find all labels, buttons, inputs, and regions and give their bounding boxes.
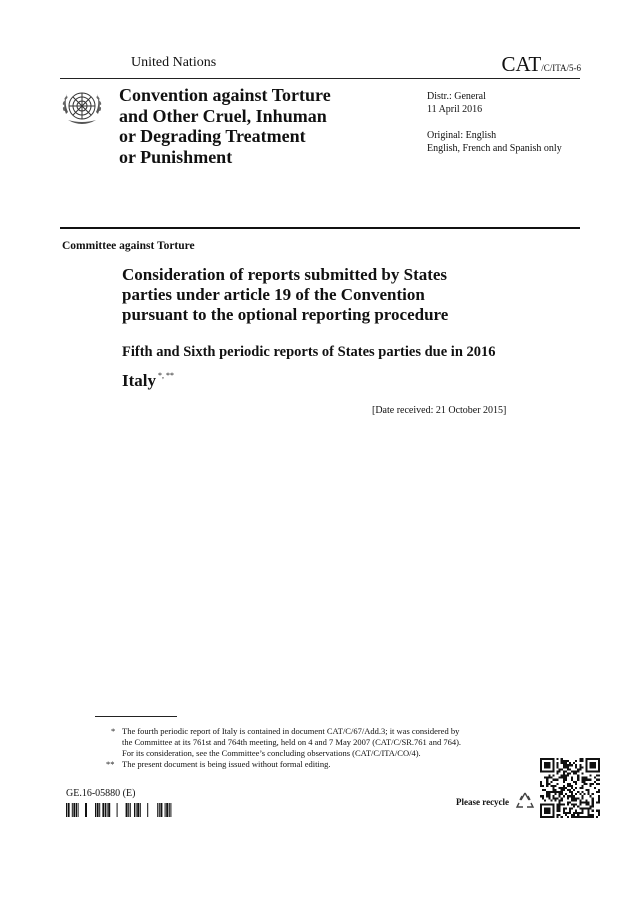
barcode-icon xyxy=(66,803,176,817)
footnote-1-line: the Committee at its 761st and 764th meeting, held on 4 and 7 May 2007 (CAT/C/SR.761 and 764). xyxy=(122,737,462,747)
footnote-1-line: The fourth periodic report of Italy is contained in document CAT/C/67/Add.3; it was considered by xyxy=(122,726,460,736)
footnote-markers: *, ** xyxy=(158,371,174,380)
un-emblem-icon xyxy=(58,84,106,132)
qr-code-icon xyxy=(540,758,600,818)
convention-title xyxy=(119,85,389,167)
committee-name: Committee against Torture xyxy=(62,240,195,252)
symbol-sub: /C/ITA/5-6 xyxy=(541,63,581,73)
country-heading xyxy=(122,371,174,391)
sub-heading: Fifth and Sixth periodic reports of States parties due in 2016 xyxy=(122,344,496,360)
document-symbol xyxy=(502,52,581,77)
country-name: Italy xyxy=(122,371,156,390)
footnote-2: The present document is being issued without formal editing. xyxy=(122,759,331,769)
footnote-2-marker: ** xyxy=(106,759,115,769)
recycle-icon xyxy=(514,790,536,812)
convention-title-line: or Degrading Treatment xyxy=(119,126,306,146)
original-language: Original: English xyxy=(427,130,497,141)
footnote-1 xyxy=(122,726,522,759)
convention-title-line: Convention against Torture xyxy=(119,85,331,105)
symbol-main: CAT xyxy=(501,52,542,76)
distribution-status: Distr.: General xyxy=(427,91,486,102)
main-heading-line: pursuant to the optional reporting procedure xyxy=(122,305,449,324)
header-rule xyxy=(60,78,580,79)
footnote-rule xyxy=(95,716,177,717)
footnote-1-marker: * xyxy=(111,726,116,736)
convention-title-line: and Other Cruel, Inhuman xyxy=(119,105,327,126)
available-languages: English, French and Spanish only xyxy=(427,143,562,154)
distribution-block xyxy=(427,90,486,116)
language-block xyxy=(427,129,562,155)
footnote-1-line: For its consideration, see the Committee’s concluding observations (CAT/C/ITA/CO/4). xyxy=(122,748,421,758)
title-rule xyxy=(60,227,580,229)
date-received: [Date received: 21 October 2015] xyxy=(372,405,507,416)
document-code: GE.16-05880 (E) xyxy=(66,788,136,799)
please-recycle-text: Please recycle xyxy=(456,797,510,807)
convention-title-line: or Punishment xyxy=(119,146,233,167)
main-heading xyxy=(122,265,542,325)
organization-name: United Nations xyxy=(131,55,217,70)
main-heading-line: parties under article 19 of the Convention xyxy=(122,285,425,304)
main-heading-line: Consideration of reports submitted by States xyxy=(122,265,448,284)
distribution-date: 11 April 2016 xyxy=(427,104,483,115)
